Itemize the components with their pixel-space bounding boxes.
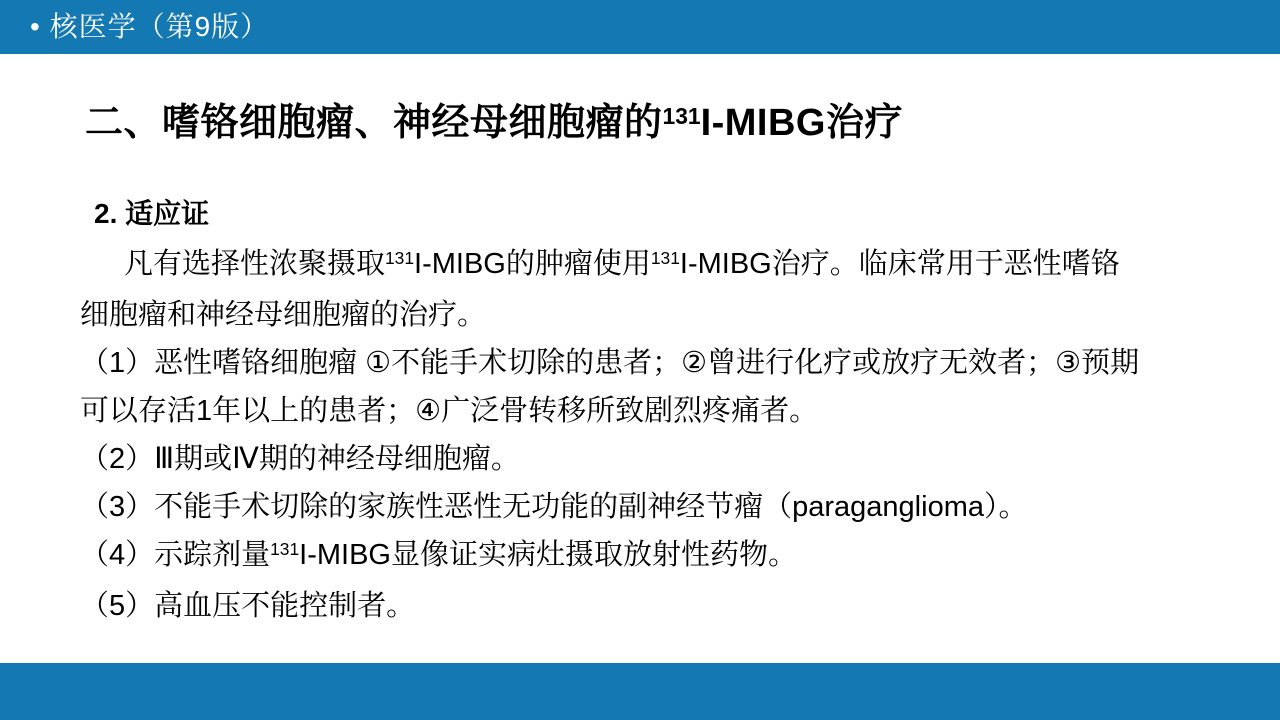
body-line xyxy=(80,531,1220,582)
footer-bar xyxy=(0,663,1280,720)
superscript: 131 xyxy=(650,248,680,269)
text-segment: （4）示踪剂量 xyxy=(80,539,271,571)
body-line xyxy=(80,240,1220,291)
text-segment: I-MIBG的肿瘤使用 xyxy=(414,248,651,280)
text-segment: 可以存活1年以上的患者；④广泛骨转移所致剧烈疼痛者。 xyxy=(80,395,819,427)
text-segment: 细胞瘤和神经母细胞瘤的治疗。 xyxy=(80,299,487,331)
slide-title xyxy=(85,100,903,148)
text-segment: 二、嗜铬细胞瘤、神经母细胞瘤的 xyxy=(85,102,663,144)
superscript: 131 xyxy=(385,248,415,269)
superscript: 131 xyxy=(662,102,701,129)
text-segment: （3）不能手术切除的家族性恶性无功能的副神经节瘤（paraganglioma）。 xyxy=(80,491,1028,523)
body-line xyxy=(80,291,1220,339)
body-line xyxy=(80,387,1220,435)
text-segment: I-MIBG治疗。临床常用于恶性嗜铬 xyxy=(679,248,1120,280)
body-line xyxy=(80,483,1220,531)
text-segment: I-MIBG显像证实病灶摄取放射性药物。 xyxy=(299,539,797,571)
section-heading: 2. 适应证 xyxy=(94,198,210,229)
body-line xyxy=(80,339,1220,387)
text-segment: （5）高血压不能控制者。 xyxy=(80,590,416,622)
text-segment: 凡有选择性浓聚摄取 xyxy=(124,248,386,280)
text-segment: （2）Ⅲ期或Ⅳ期的神经母细胞瘤。 xyxy=(80,443,520,475)
header-bar xyxy=(0,0,1280,54)
body-text-block xyxy=(80,240,1220,630)
text-segment: （1）恶性嗜铬细胞瘤 ①不能手术切除的患者；②曾进行化疗或放疗无效者；③预期 xyxy=(80,347,1140,379)
superscript: 131 xyxy=(270,539,300,560)
book-title: • 核医学（第9版） xyxy=(30,11,270,42)
body-line xyxy=(80,435,1220,483)
text-segment: I-MIBG治疗 xyxy=(700,102,903,144)
body-line xyxy=(80,582,1220,630)
